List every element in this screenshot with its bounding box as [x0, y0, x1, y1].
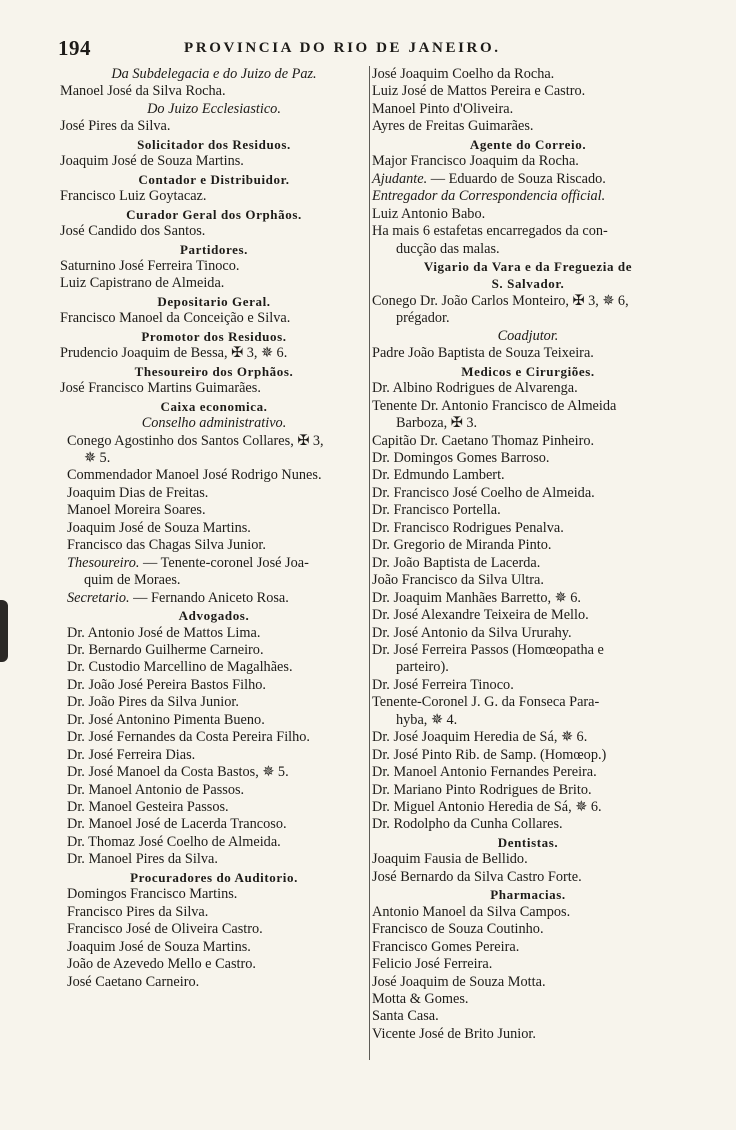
list-item: Conego Dr. João Carlos Monteiro, ✠ 3, ✵ 6, — [372, 292, 629, 309]
running-title: PROVINCIA DO RIO DE JANEIRO. — [184, 40, 501, 56]
list-item: Dr. José Antonino Pimenta Bueno. — [67, 711, 265, 728]
list-item: Dr. José Pinto Rib. de Samp. (Homœop.) — [372, 746, 607, 763]
section-heading: Vigario da Vara e da Freguezia de — [423, 258, 633, 274]
list-item: Dr. Rodolpho da Cunha Collares. — [372, 816, 563, 833]
entry-text: — Eduardo de Souza Riscado. — [427, 170, 606, 187]
list-item: Felicio José Ferreira. — [372, 956, 493, 973]
list-item: Manoel Pinto d'Oliveira. — [372, 100, 514, 117]
list-item: Tenente Dr. Antonio Francisco de Almeida — [372, 397, 617, 414]
list-item — [60, 555, 368, 572]
list-item: Santa Casa. — [372, 1008, 439, 1025]
list-item-continuation: ✵ 5. — [84, 449, 111, 466]
entry-role: Secretario. — [67, 589, 130, 606]
list-item: Commendador Manoel José Rodrigo Nunes. — [67, 467, 322, 484]
list-item-continuation: prégador. — [396, 310, 450, 327]
list-item: José Francisco Martins Guimarães. — [60, 380, 261, 397]
section-heading: Depositario Geral. — [157, 293, 271, 309]
list-item: José Joaquim de Souza Motta. — [372, 973, 546, 990]
list-item: Dr. Thomaz José Coelho de Almeida. — [67, 833, 281, 850]
list-item: Dr. Manoel Antonio de Passos. — [67, 781, 245, 798]
list-item: Dr. Bernardo Guilherme Carneiro. — [67, 641, 264, 658]
italic-entry: Entregador da Correspondencia official. — [372, 188, 606, 205]
section-heading: Contador e Distribuidor. — [138, 171, 290, 187]
entry-role: Ajudante. — [372, 170, 428, 187]
list-item: Dr. Manoel Gesteira Passos. — [67, 799, 229, 816]
list-item: Dr. José Fernandes da Costa Pereira Filho. — [67, 729, 311, 746]
section-heading: Dentistas. — [497, 834, 559, 850]
list-item: Francisco Gomes Pereira. — [372, 938, 520, 955]
list-item: Saturnino José Ferreira Tinoco. — [60, 257, 240, 274]
list-item: Joaquim José de Souza Martins. — [60, 153, 244, 170]
section-heading: Promotor dos Residuos. — [141, 328, 287, 344]
section-heading: Agente do Correio. — [469, 136, 587, 152]
list-item: Dr. Mariano Pinto Rodrigues de Brito. — [372, 781, 592, 798]
entry-text: — Tenente-coronel José Joa- — [139, 554, 309, 571]
list-item: Dr. Francisco Rodrigues Penalva. — [372, 519, 564, 536]
list-item: Ha mais 6 estafetas encarregados da con- — [372, 223, 608, 240]
list-item: Tenente-Coronel J. G. da Fonseca Para- — [372, 694, 600, 711]
section-heading: Thesoureiro dos Orphãos. — [134, 363, 294, 379]
list-item-continuation: parteiro). — [396, 659, 449, 676]
entry-role: Thesoureiro. — [67, 554, 140, 571]
list-item: Dr. Gregorio de Miranda Pinto. — [372, 537, 552, 554]
list-item: Dr. Joaquim Manhães Barretto, ✵ 6. — [372, 589, 581, 606]
list-item: José Caetano Carneiro. — [67, 973, 200, 990]
list-item: Joaquim Dias de Freitas. — [67, 484, 209, 501]
list-item: Joaquim José de Souza Martins. — [67, 519, 251, 536]
list-item: Dr. Francisco Portella. — [372, 502, 501, 519]
list-item: Domingos Francisco Martins. — [67, 886, 238, 903]
list-item: Dr. Edmundo Lambert. — [372, 467, 505, 484]
italic-subheading: Conselho administrativo. — [141, 415, 287, 432]
list-item: Conego Agostinho dos Santos Collares, ✠ 3, — [67, 432, 324, 449]
list-item: Padre João Baptista de Souza Teixeira. — [372, 345, 594, 362]
section-heading: Caixa economica. — [160, 398, 268, 414]
section-heading: Advogados. — [178, 608, 250, 624]
list-item: José Joaquim Coelho da Rocha. — [372, 66, 555, 82]
list-item: Dr. Francisco José Coelho de Almeida. — [372, 484, 595, 501]
list-item: José Bernardo da Silva Castro Forte. — [372, 868, 582, 885]
list-item: Francisco Pires da Silva. — [67, 903, 209, 920]
column-divider — [369, 66, 370, 1060]
list-item: Manoel José da Silva Rocha. — [60, 83, 226, 100]
list-item — [60, 590, 368, 607]
list-item: Dr. João José Pereira Bastos Filho. — [67, 676, 266, 693]
section-heading: Curador Geral dos Orphãos. — [126, 206, 302, 222]
page-number: 194 — [58, 36, 91, 60]
italic-subheading: Coadjutor. — [497, 327, 559, 344]
page-edge-mark — [0, 600, 8, 662]
list-item: Joaquim José de Souza Martins. — [67, 938, 251, 955]
list-item: Francisco José de Oliveira Castro. — [67, 921, 263, 938]
section-heading: S. Salvador. — [491, 276, 565, 292]
entry-text: — Fernando Aniceto Rosa. — [129, 589, 289, 606]
list-item: Antonio Manoel da Silva Campos. — [372, 903, 571, 920]
section-heading: Partidores. — [179, 241, 249, 257]
list-item: Dr. João Baptista de Lacerda. — [372, 554, 541, 571]
list-item: Vicente José de Brito Junior. — [372, 1025, 536, 1042]
list-item: Francisco Luiz Goytacaz. — [60, 188, 207, 205]
list-item: Dr. José Manoel da Costa Bastos, ✵ 5. — [67, 764, 289, 781]
list-item: Dr. José Ferreira Passos (Homœopatha e — [372, 641, 604, 658]
list-item: Joaquim Fausia de Bellido. — [372, 851, 528, 868]
list-item: Francisco de Souza Coutinho. — [372, 921, 544, 938]
list-item: Dr. José Antonio da Silva Ururahy. — [372, 624, 572, 641]
list-item-continuation: quim de Moraes. — [84, 572, 181, 589]
list-item: Capitão Dr. Caetano Thomaz Pinheiro. — [372, 432, 595, 449]
list-item: Motta & Gomes. — [372, 991, 469, 1008]
list-item: Dr. João Pires da Silva Junior. — [67, 694, 239, 711]
list-item-continuation: hyba, ✵ 4. — [396, 711, 458, 728]
list-item: João Francisco da Silva Ultra. — [372, 572, 544, 589]
list-item: Manoel Moreira Soares. — [67, 502, 206, 519]
list-item: Dr. Antonio José de Mattos Lima. — [67, 624, 261, 641]
list-item: Dr. Domingos Gomes Barroso. — [372, 449, 550, 466]
list-item: Major Francisco Joaquim da Rocha. — [372, 153, 579, 170]
page-header — [58, 36, 656, 60]
right-column — [372, 66, 684, 1043]
list-item: Dr. José Joaquim Heredia de Sá, ✵ 6. — [372, 729, 588, 746]
list-item: José Candido dos Santos. — [60, 223, 206, 240]
list-item — [372, 171, 684, 188]
list-item: Luiz Capistrano de Almeida. — [60, 275, 225, 292]
list-item: Luiz José de Mattos Pereira e Castro. — [372, 83, 586, 100]
list-item: Francisco das Chagas Silva Junior. — [67, 537, 266, 554]
italic-subheading: Da Subdelegacia e do Juizo de Paz. — [111, 66, 317, 82]
list-item: Dr. Miguel Antonio Heredia de Sá, ✵ 6. — [372, 799, 602, 816]
list-item-continuation: Barboza, ✠ 3. — [396, 415, 478, 432]
list-item: Francisco Manoel da Conceição e Silva. — [60, 310, 291, 327]
section-heading: Pharmacias. — [490, 887, 566, 903]
list-item: Prudencio Joaquim de Bessa, ✠ 3, ✵ 6. — [60, 345, 288, 362]
list-item: Dr. José Ferreira Tinoco. — [372, 676, 514, 693]
list-item: Dr. Manoel Pires da Silva. — [67, 851, 218, 868]
list-item: Dr. Manoel Antonio Fernandes Pereira. — [372, 764, 597, 781]
list-item: Dr. Custodio Marcellino de Magalhães. — [67, 659, 293, 676]
section-heading: Medicos e Cirurgiões. — [461, 363, 595, 379]
section-heading: Solicitador dos Residuos. — [137, 136, 291, 152]
section-heading: Procuradores do Auditorio. — [130, 869, 298, 885]
list-item-continuation: ducção das malas. — [396, 240, 500, 257]
left-column — [60, 66, 368, 991]
list-item: Ayres de Freitas Guimarães. — [372, 118, 534, 135]
list-item: Dr. Albino Rodrigues de Alvarenga. — [372, 380, 578, 397]
list-item: Dr. José Alexandre Teixeira de Mello. — [372, 607, 589, 624]
list-item: Luiz Antonio Babo. — [372, 205, 486, 222]
list-item: José Pires da Silva. — [60, 118, 171, 135]
list-item: João de Azevedo Mello e Castro. — [67, 956, 256, 973]
list-item: Dr. José Ferreira Dias. — [67, 746, 196, 763]
italic-subheading: Do Juizo Ecclesiastico. — [147, 100, 281, 117]
list-item: Dr. Manoel José de Lacerda Trancoso. — [67, 816, 287, 833]
